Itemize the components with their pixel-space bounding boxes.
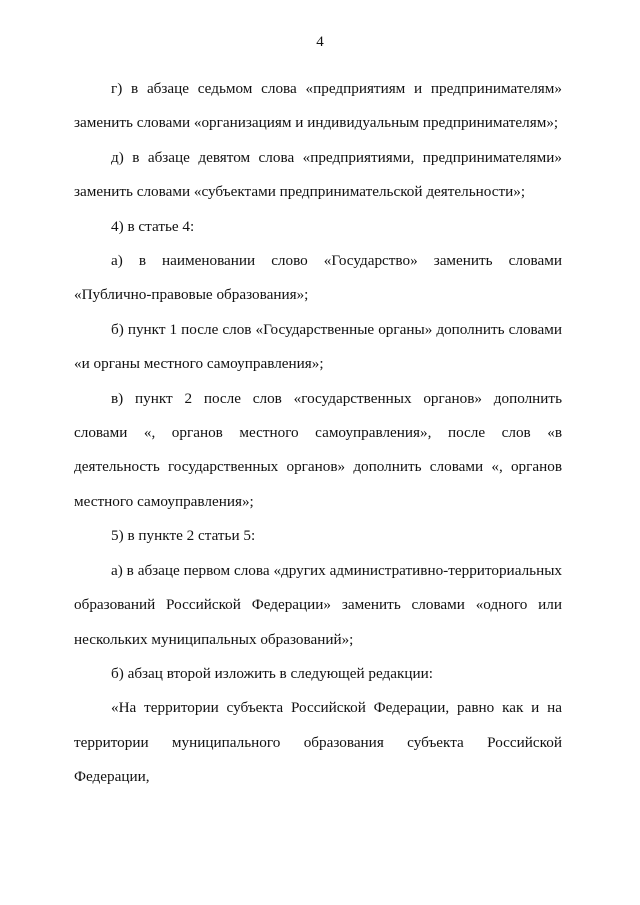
- page-number: 4: [316, 34, 324, 50]
- paragraph-4b: б) пункт 1 после слов «Государственные органы» дополнить словами «и органы местного самоуправления»;: [74, 320, 562, 373]
- paragraph-5b: б) абзац второй изложить в следующей редакции:: [111, 664, 433, 682]
- paragraph-article-4: 4) в статье 4:: [111, 217, 195, 235]
- paragraph-4a: а) в наименовании слово «Государство» заменить словами «Публично-правовые образования»;: [74, 252, 562, 304]
- paragraph-article-5: 5) в пункте 2 статьи 5:: [111, 527, 256, 545]
- paragraph-4v: в) пункт 2 после слов «государственных органов» дополнить словами «, органов местного самоуправления», после слов «в деятельность государственных органов» дополнить словами «, органов местного самоуправления»;: [74, 389, 562, 510]
- paragraph-d: д) в абзаце девятом слова «предприятиями, предпринимателями» заменить словами «субъектами предпринимательской деятельности»;: [74, 148, 562, 201]
- paragraph-g: г) в абзаце седьмом слова «предприятиям и предпринимателям» заменить словами «организациям и индивидуальным предпринимателям»;: [74, 80, 562, 132]
- document-body: [74, 72, 562, 795]
- paragraph-5a: а) в абзаце первом слова «других административно-территориальных образований Российской Федерации» заменить словами «одного или нескольких муниципальных образований»;: [74, 561, 562, 648]
- paragraph-quote: «На территории субъекта Российской Федерации, равно как и на территории муниципального образования субъекта Российской Федерации,: [74, 699, 562, 786]
